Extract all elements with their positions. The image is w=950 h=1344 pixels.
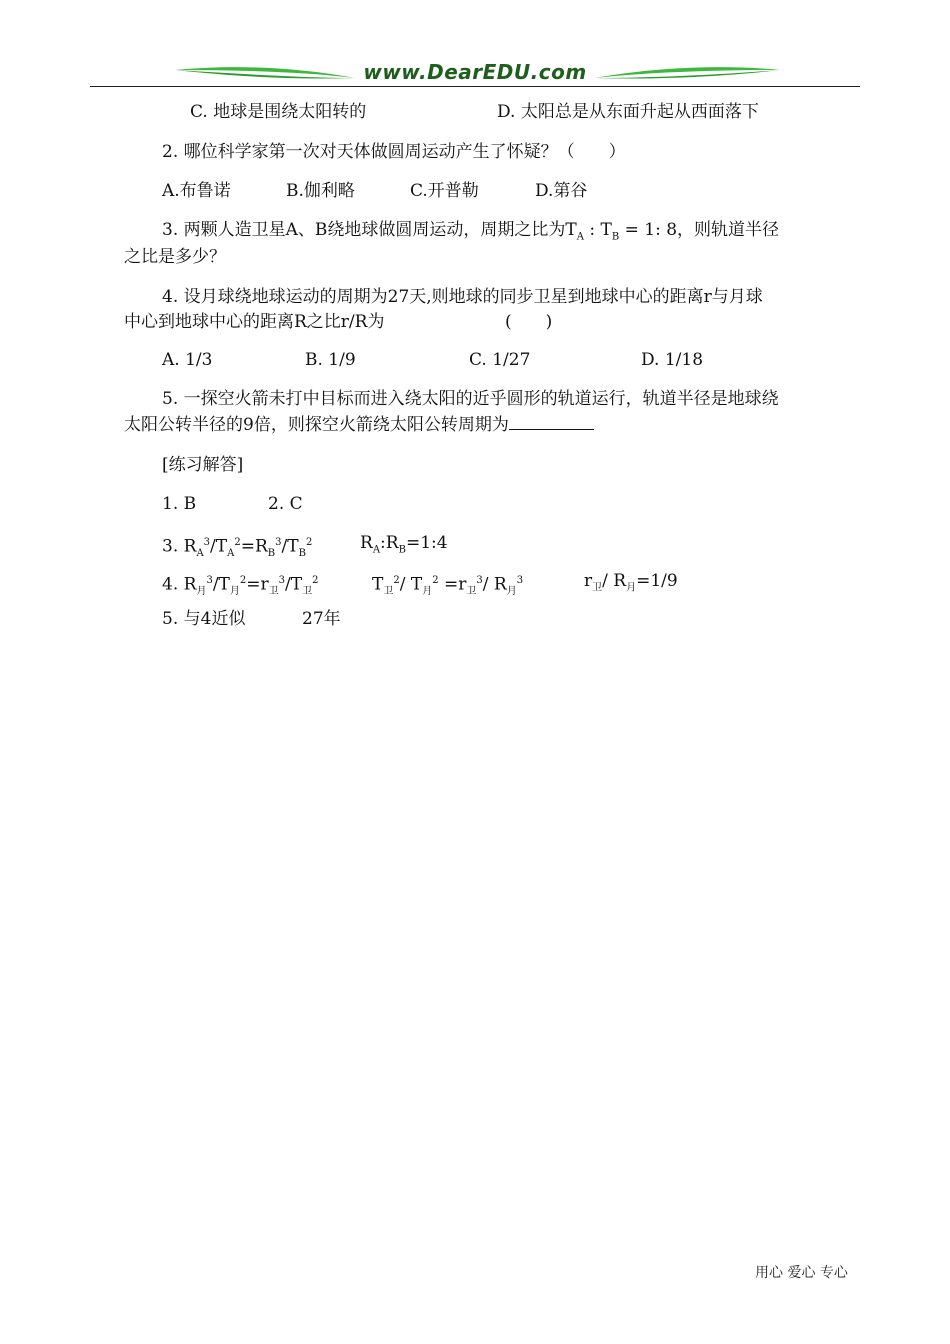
q1-option-c: C. 地球是围绕太阳转的 [190, 102, 367, 122]
answer-5: 5. 与4近似 [162, 609, 246, 629]
answer-4-result: $r_卫/$ $R_月=1/9$ [584, 571, 678, 594]
q2-text: 2. 哪位科学家第一次对天体做圆周运动产生了怀疑？（ ） [162, 142, 626, 162]
answer-1: 1. B [162, 494, 197, 514]
site-url: www.DearEDU.com [363, 60, 587, 84]
answer-3-ratio: $R_A:R_B=1:4$ [360, 533, 448, 556]
q5-line-2: 太阳公转半径的9倍，则探空火箭绕太阳公转周期为 [124, 413, 594, 437]
q1-option-d: D. 太阳总是从东面升起从西面落下 [497, 102, 759, 122]
header-rule [90, 86, 860, 87]
answer-2: 2. C [268, 494, 303, 514]
page-header [90, 58, 860, 90]
q2-option-a: A.布鲁诺 [162, 181, 231, 201]
q4-line-1: 4. 设月球绕地球运动的周期为27天,则地球的同步卫星到地球中心的距离r与月球 [162, 287, 763, 307]
answer-5-value: 27年 [302, 609, 341, 629]
q4-option-b: B. 1/9 [305, 350, 356, 370]
answer-3: 3. $R_A^3/T_A^2=R_B^3/T_B^2$ [162, 536, 313, 560]
q2-option-b: B.伽利略 [286, 181, 355, 201]
answer-4-period-ratio: $T_卫^2/$ $T_月^2 =r_卫^3/$ $R_月^3$ [372, 574, 524, 598]
answer-4: 4. $R_月^3/T_月^2=r_卫^3/T_卫^2$ [162, 574, 319, 598]
q4-line-2: 中心到地球中心的距离R之比r/R为 [124, 312, 385, 332]
q5-answer-blank [509, 413, 594, 430]
q3-line-1: 3. 两颗人造卫星A、B绕地球做圆周运动，周期之比为$T_A$ : $T_B = 1$: 8，则轨道半径 [162, 220, 780, 243]
q3-line-2: 之比是多少？ [124, 247, 226, 267]
q4-answer-paren: ( ) [505, 312, 553, 332]
q4-option-d: D. 1/18 [641, 350, 704, 370]
q2-option-c: C.开普勒 [410, 181, 479, 201]
q2-option-d: D.第谷 [535, 181, 588, 201]
q4-option-a: A. 1/3 [162, 350, 213, 370]
answers-heading: [练习解答] [162, 455, 244, 475]
page-footer: 用心 爱心 专心 [755, 1265, 848, 1281]
q5-line-1: 5. 一探空火箭未打中目标而进入绕太阳的近乎圆形的轨道运行，轨道半径是地球绕 [162, 389, 779, 409]
q4-option-c: C. 1/27 [469, 350, 531, 370]
